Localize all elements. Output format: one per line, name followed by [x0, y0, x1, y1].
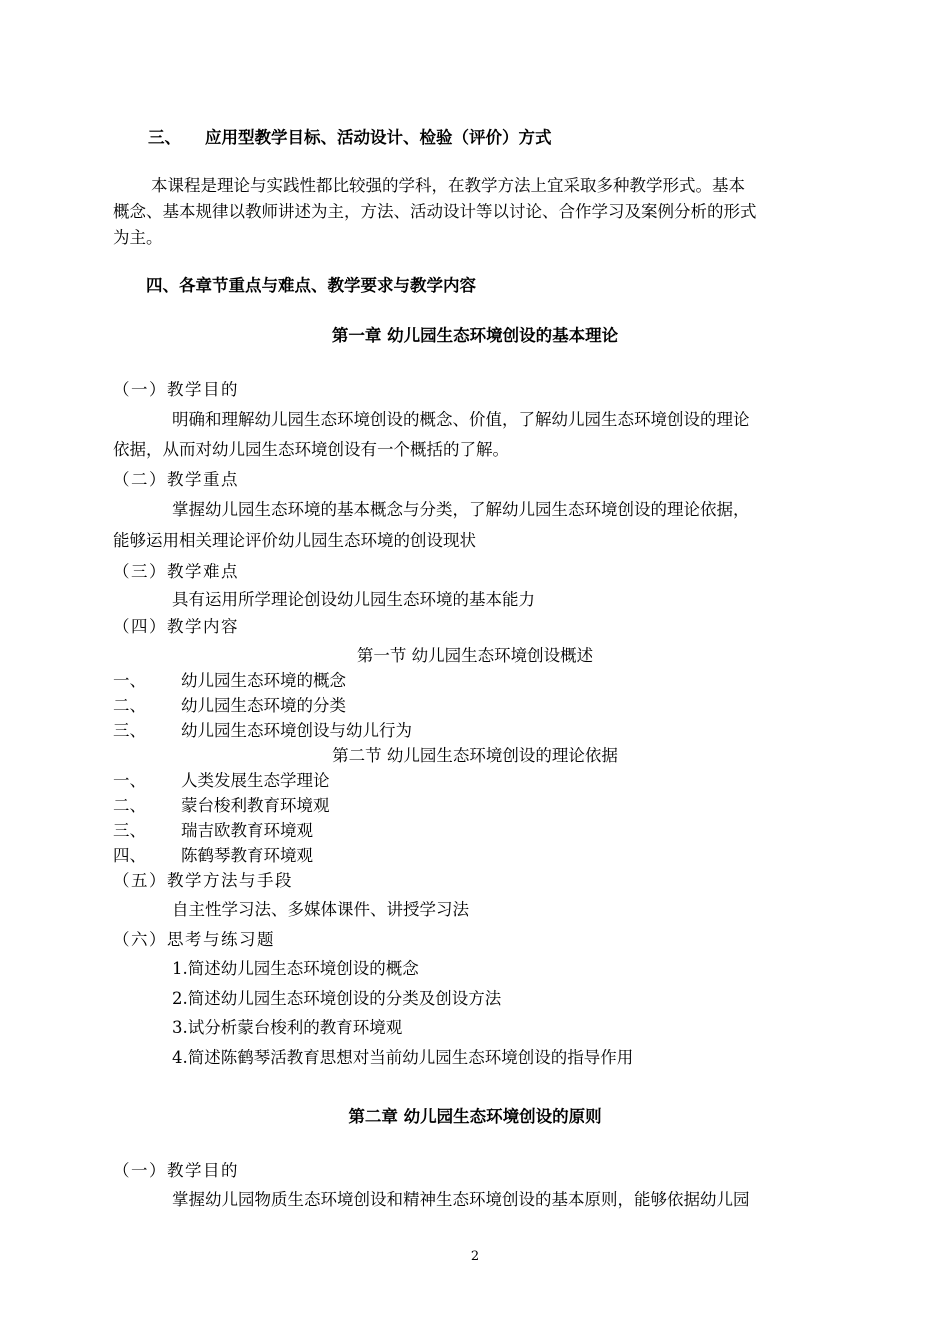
- item-text: 幼儿园生态环境的概念: [181, 671, 346, 690]
- chapter1-title: 第一章 幼儿园生态环境创设的基本理论: [331, 326, 619, 345]
- item-number: 四、: [113, 846, 146, 865]
- chapter1-key-line: 能够运用相关理论评价幼儿园生态环境的创设现状: [113, 531, 476, 550]
- item-number: 一、: [113, 671, 146, 690]
- page-number: 2: [470, 1249, 480, 1264]
- chapter1-method-heading: （五）教学方法与手段: [113, 871, 293, 890]
- chapter2-title: 第二章 幼儿园生态环境创设的原则: [348, 1107, 602, 1126]
- section3-para-line: 概念、基本规律以教师讲述为主，方法、活动设计等以讨论、合作学习及案例分析的形式: [113, 202, 757, 221]
- chapter1-section2-item: [113, 821, 313, 842]
- item-number: 二、: [113, 796, 146, 815]
- chapter1-key-line: 掌握幼儿园生态环境的基本概念与分类，了解幼儿园生态环境创设的理论依据，: [172, 500, 750, 519]
- section4-heading: 四、各章节重点与难点、教学要求与教学内容: [146, 276, 476, 295]
- chapter1-difficulty-heading: （三）教学难点: [113, 562, 239, 581]
- section3-heading: [148, 128, 552, 149]
- item-text: 人类发展生态学理论: [181, 771, 330, 790]
- chapter1-section1-item: [113, 696, 346, 717]
- section3-number: 三、: [148, 128, 181, 147]
- chapter1-difficulty-text: 具有运用所学理论创设幼儿园生态环境的基本能力: [172, 590, 535, 609]
- chapter1-exercise-item: 3.试分析蒙台梭利的教育环境观: [172, 1018, 403, 1037]
- item-text: 瑞吉欧教育环境观: [181, 821, 313, 840]
- chapter1-exercise-item: 2.简述幼儿园生态环境创设的分类及创设方法: [172, 989, 502, 1008]
- chapter1-key-heading: （二）教学重点: [113, 470, 239, 489]
- chapter1-section2-item: [113, 846, 313, 867]
- section3-para-line: 为主。: [113, 228, 163, 247]
- chapter1-goal-heading: （一）教学目的: [113, 380, 239, 399]
- item-text: 幼儿园生态环境创设与幼儿行为: [181, 721, 412, 740]
- item-number: 二、: [113, 696, 146, 715]
- chapter1-exercises-heading: （六）思考与练习题: [113, 930, 275, 949]
- chapter2-goal-line: 掌握幼儿园物质生态环境创设和精神生态环境创设的基本原则，能够依据幼儿园: [172, 1190, 750, 1209]
- chapter1-section1-title: 第一节 幼儿园生态环境创设概述: [356, 646, 594, 665]
- item-number: 一、: [113, 771, 146, 790]
- chapter1-exercise-item: 1.简述幼儿园生态环境创设的概念: [172, 959, 419, 978]
- chapter1-goal-line: 依据，从而对幼儿园生态环境创设有一个概括的了解。: [113, 440, 509, 459]
- chapter1-section2-item: [113, 771, 330, 792]
- chapter1-method-text: 自主性学习法、多媒体课件、讲授学习法: [172, 900, 469, 919]
- section3-title: 应用型教学目标、活动设计、检验（评价）方式: [205, 128, 552, 147]
- chapter2-goal-heading: （一）教学目的: [113, 1161, 239, 1180]
- chapter1-section1-item: [113, 721, 412, 742]
- item-text: 幼儿园生态环境的分类: [181, 696, 346, 715]
- item-text: 陈鹤琴教育环境观: [181, 846, 313, 865]
- item-text: 蒙台梭利教育环境观: [181, 796, 330, 815]
- chapter1-exercise-item: 4.简述陈鹤琴活教育思想对当前幼儿园生态环境创设的指导作用: [172, 1048, 634, 1067]
- item-number: 三、: [113, 721, 146, 740]
- chapter1-section2-item: [113, 796, 330, 817]
- chapter1-goal-line: 明确和理解幼儿园生态环境创设的概念、价值，了解幼儿园生态环境创设的理论: [172, 410, 750, 429]
- section3-para-line: 本课程是理论与实践性都比较强的学科，在教学方法上宜采取多种教学形式。基本: [151, 176, 745, 195]
- chapter1-section2-title: 第二节 幼儿园生态环境创设的理论依据: [332, 746, 618, 765]
- chapter1-section1-item: [113, 671, 346, 692]
- item-number: 三、: [113, 821, 146, 840]
- chapter1-content-heading: （四）教学内容: [113, 617, 239, 636]
